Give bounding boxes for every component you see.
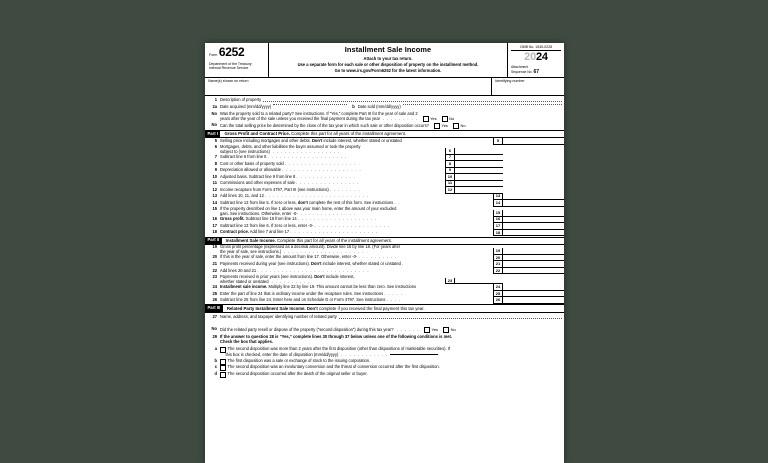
line-28-yes[interactable] — [424, 327, 438, 333]
identifying-number-field[interactable] — [492, 78, 564, 95]
part-1-lines — [205, 138, 564, 236]
line-2a-label: Date acquired (mm/dd/yyyy) — [220, 103, 272, 109]
line-18-number: 18 — [212, 229, 217, 235]
line-11-number: 11 — [212, 180, 217, 186]
part-1-title: Gross Profit and Contract Price. — [224, 131, 290, 137]
part-1-subtitle: Complete this part for all years of the installment agreement. — [291, 131, 407, 137]
line-26-number: 26 — [212, 297, 217, 303]
line-4-body — [220, 123, 564, 130]
line-25-number: 25 — [212, 290, 217, 296]
line-1-input[interactable] — [263, 97, 562, 102]
line-6-label-2: subject to (see instructions) — [220, 148, 270, 154]
line-23-body: Payments received in prior years (see instructions). Don’t include interest, whether stated or unstated . . . . . . . . . . — [220, 274, 445, 284]
line-3-yes[interactable] — [423, 116, 437, 122]
line-19-number: 19 — [212, 244, 217, 250]
line-28-yes-checkbox[interactable] — [424, 327, 430, 333]
line-4-no[interactable] — [453, 123, 466, 129]
part-2-tag: Part II — [205, 238, 222, 244]
line-26 — [205, 297, 564, 304]
line-5-body — [220, 138, 493, 143]
form-number: 6252 — [218, 45, 245, 59]
line-12-label: Income recapture from Form 4797, Part III (see instructions) — [220, 186, 329, 192]
part-2-subtitle: Complete this part for all years of the installment agreement. — [277, 238, 392, 244]
date-sold-input[interactable] — [403, 104, 562, 105]
line-22-amount — [493, 268, 564, 275]
line-16-box-number: 16 — [494, 217, 503, 224]
line-21-label: Payments received during year (see instructions). — [220, 260, 312, 266]
line-14-box-number: 14 — [494, 200, 503, 207]
omb-number: OMB No. 1545-0228 — [511, 45, 561, 51]
line-5-amount — [493, 138, 564, 145]
line-3-no-checkbox[interactable] — [442, 116, 448, 122]
form-subtitle-goto: Go to www.irs.gov/Form6252 for the latest information. — [334, 67, 442, 73]
part-3-title-block — [227, 306, 425, 311]
form-title-block — [269, 43, 508, 77]
line-4 — [205, 123, 564, 130]
form-page — [205, 43, 564, 463]
line-29-number: 29 — [212, 334, 217, 340]
attachment-label: Attachment — [511, 64, 529, 69]
line-2a-body — [220, 104, 564, 109]
line-6-box-number: 6 — [446, 148, 455, 155]
line-21-number: 21 — [212, 260, 217, 266]
line-3-label-2: years after the year of the sale unless you received the final payment during the tax year — [220, 115, 380, 121]
line-23 — [205, 274, 564, 284]
line-13-body: Add lines 10, 11, and 12 . . . . . . . . . . . . . . . . . . . . . . . . . . — [220, 193, 369, 199]
line-5-label-2: include interest, whether stated or unstated — [322, 137, 402, 143]
line-28-body: Did the related party resell or dispose of the property (“second disposition”) during this tax year? . . . . . . Yes No — [220, 326, 456, 332]
line-20-box-number: 20 — [494, 255, 503, 262]
part-3-subtitle: complete if you received the final payment this tax year. — [317, 306, 425, 311]
line-24-number: 24 — [212, 284, 217, 290]
option-d-letter: d — [214, 370, 217, 376]
line-6-body: Mortgages, debts, and other liabilities the buyer assumed or took the property subject to (see instructions) . . . . . . . . . . . . . . . . . — [220, 145, 445, 155]
line-18 — [205, 230, 564, 237]
line-22-box-number: 22 — [494, 268, 503, 275]
line-7-body: Subtract line 6 from line 5 . . . . . . . . . . . . . . . . . . . . — [220, 154, 348, 160]
line-5-emphasis: Don’t — [311, 137, 323, 143]
line-1 — [205, 97, 564, 102]
line-6 — [205, 145, 564, 155]
option-a — [205, 347, 564, 358]
top-lines-section — [205, 97, 564, 129]
line-23-label-a: Payments received in prior years (see instructions). — [220, 274, 315, 280]
form-subtitle-attach: Attach to your tax return. — [363, 55, 413, 61]
line-15-number: 15 — [212, 206, 217, 212]
form-identity-block — [205, 43, 269, 77]
line-27-label: Name, address, and taxpayer identifying number of related party — [220, 313, 337, 319]
line-3 — [205, 111, 564, 122]
line-5-box-number: 5 — [494, 138, 503, 145]
line-2b-number: b — [352, 103, 355, 109]
line-15 — [205, 207, 564, 217]
line-8-body: Cost or other basis of property sold . . . . . . . . . . . . . . . . . . — [220, 160, 357, 166]
line-28-number: No — [211, 326, 217, 332]
line-8-box-number: 8 — [446, 161, 455, 168]
part-3-emphasis: Don’t — [306, 306, 318, 311]
option-a-body: The second disposition was more than 2 years after the first disposition (other than dispositions of marketable securities). If this box is checked, enter the date of disposition (mm/dd/yyyy) . . . . . . . . . . . . — [220, 347, 564, 358]
option-a-label-2: this box is checked, enter the date of disposition (mm/dd/yyyy) — [225, 352, 339, 358]
line-9-body: Depreciation allowed or allowable . . . . . . . . . . . . . . . . . . . . — [220, 167, 362, 173]
line-28-no-checkbox[interactable] — [443, 327, 449, 333]
part-1-tag: Part I — [205, 131, 220, 137]
line-3-body: Was the property sold to a related party? See instructions. If “Yes,” complete Part III for the year of sale and 2 years after the year of the sale unless you received the final payment during the tax year . . . . . . . . . Yes No — [220, 111, 564, 122]
line-18-body: Contract price. Add line 7 and line 17 . . . . . . . . . . . . . . . . . . . . . . — [220, 229, 378, 235]
line-3-label: Was the property sold to a related party? See instructions. If “Yes,” complete Part III for the year of sale and 2 — [220, 110, 418, 116]
line-4-no-label: No — [460, 123, 466, 129]
line-11-box-number: 11 — [446, 181, 455, 188]
line-14-amount-input[interactable] — [503, 200, 564, 207]
line-1-label: Description of property — [220, 96, 262, 102]
line-26-body: Subtract line 25 from line 24. Enter here and on Schedule D or Form 4797. See instructions . . . . — [220, 297, 401, 303]
option-d — [205, 371, 564, 378]
line-19-label-2: the year of sale, see instructions.) — [220, 249, 282, 255]
line-8-number: 8 — [214, 160, 217, 166]
date-acquired-input[interactable] — [273, 104, 347, 105]
line-19-label: Gross profit percentage (expressed as a decimal amount). Divide line 16 by line 18. (For years after — [220, 244, 401, 250]
line-7-label: Subtract line 6 from line 5 — [220, 154, 267, 160]
line-7-number: 7 — [214, 154, 217, 160]
line-10-box-number: 10 — [446, 174, 455, 181]
line-4-yes-label: Yes — [441, 123, 448, 129]
line-24-label: Multiply line 22 by line 19. This amount cannot be less than zero. See instructions — [267, 284, 417, 290]
taxpayer-row — [205, 78, 564, 96]
line-21-body: Payments received during year (see instructions). Don’t include interest, whether stated or unstated . — [220, 260, 405, 266]
line-10-label: Adjusted basis. Subtract line 9 from line 8 — [220, 173, 296, 179]
line-21-label-2: include interest, whether stated or unstated — [321, 260, 401, 266]
line-23-label-2: whether stated or unstated — [220, 278, 269, 284]
line-6-label: Mortgages, debts, and other liabilities the buyer assumed or took the property — [220, 144, 361, 150]
line-14-number: 14 — [212, 199, 217, 205]
line-18-box-number: 18 — [494, 230, 503, 237]
line-1-number: 1 — [214, 96, 217, 102]
line-8-label: Cost or other basis of property sold — [220, 160, 284, 166]
tax-year — [511, 52, 561, 64]
line-29-label-2: Check the box that applies. — [220, 338, 274, 344]
line-23-box-number: 23 — [446, 278, 455, 285]
line-18-label: Add line 7 and line 17 — [248, 229, 290, 235]
line-6-number: 6 — [214, 144, 217, 150]
name-label: Name(s) shown on return — [208, 79, 249, 84]
form-title: Installment Sale Income — [344, 45, 432, 54]
part-3-tag: Part III — [205, 305, 223, 311]
line-17-label: Subtract line 13 from line 6. If zero or less, enter -0- — [220, 222, 314, 228]
line-13-box-number: 13 — [494, 194, 503, 201]
option-d-checkbox[interactable] — [220, 372, 226, 378]
line-2b-label: Date sold (mm/dd/yyyy) — [357, 103, 401, 109]
line-20-body: If this is the year of sale, enter the amount from line 17. Otherwise, enter -0- . . . . . . . . . . — [220, 254, 398, 260]
tax-year-suffix: 24 — [536, 51, 548, 64]
line-15-body: If the property described on line 1 above was your main home, enter the amount of your excluded gain. See instructions. Otherwise, enter -0- . . . . . . . . . . . . . . — [220, 207, 493, 217]
line-26-amount — [493, 297, 564, 304]
line-3-no[interactable] — [442, 116, 455, 122]
line-2a-number: 2a — [212, 103, 217, 109]
line-14-label: Subtract line 13 from line 5. If zero or less, — [220, 199, 298, 205]
line-20-label: If this is the year of sale, enter the amount from line 17. Otherwise, enter -0- — [220, 254, 358, 260]
line-23-number: 23 — [212, 274, 217, 280]
part-3-title: Related Party Installment Sale Income. — [226, 306, 306, 311]
line-11-label: Commissions and other expenses of sale — [220, 180, 295, 186]
line-23-emphasis: Don’t — [314, 274, 325, 280]
line-27 — [205, 314, 564, 319]
line-4-yes[interactable] — [434, 123, 448, 129]
line-27-input[interactable] — [339, 314, 562, 319]
form-number-block — [209, 46, 265, 58]
tax-year-prefix: 20 — [524, 51, 536, 64]
line-13-number: 13 — [212, 193, 217, 199]
line-25-body: Enter the part of line 24 that is ordinary income under the recapture rules. See instructions . . . . . — [220, 290, 403, 296]
line-24-box-number: 24 — [494, 284, 503, 291]
line-28-no[interactable] — [443, 327, 456, 333]
attachment-seq-label: Sequence No. — [511, 69, 533, 74]
line-4-number: No — [211, 122, 217, 128]
line-18-emphasis: Contract price. — [220, 229, 249, 235]
line-3-yes-checkbox[interactable] — [423, 116, 429, 122]
line-21-emphasis: Don’t — [311, 260, 322, 266]
line-1-body — [220, 97, 564, 102]
line-20-number: 20 — [212, 254, 217, 260]
line-15-box-number: 15 — [494, 210, 503, 217]
part-3-lines — [205, 314, 564, 378]
omb-block — [508, 43, 564, 77]
form-masthead — [205, 43, 564, 78]
line-27-body — [220, 314, 564, 319]
line-26-box-number: 26 — [494, 297, 503, 304]
line-26-amount-input[interactable] — [503, 297, 564, 304]
part-2-title-block — [226, 238, 392, 243]
option-a-label: The second disposition was more than 2 years after the first disposition (other than dispositions of marketable securities). If — [227, 346, 451, 352]
line-29 — [205, 335, 564, 345]
option-d-label: The second disposition occurred after the death of the original seller or buyer. — [227, 370, 368, 376]
part-3-header — [205, 304, 564, 312]
option-c-label: The second disposition was an involuntary conversion and the threat of conversion occurred after the first disposition. — [227, 364, 440, 370]
line-21-box-number: 21 — [494, 261, 503, 268]
attachment-seq-no: 67 — [533, 68, 540, 75]
option-d-body — [220, 371, 564, 378]
line-27-number: 27 — [212, 313, 217, 319]
line-28-yes-label: Yes — [431, 326, 439, 332]
line-17-body: Subtract line 13 from line 6. If zero or less, enter -0- . . . . . . . . . . . . . . . . . . . — [220, 222, 390, 228]
line-16-label: Subtract line 15 from line 14 — [244, 216, 297, 222]
line-12-box-number: 12 — [446, 187, 455, 194]
department-block — [209, 62, 265, 71]
line-9-number: 9 — [214, 167, 217, 173]
part-2-title: Installment Sale Income. — [225, 238, 276, 244]
line-19 — [205, 245, 564, 255]
line-25-box-number: 25 — [494, 291, 503, 298]
line-18-amount-input[interactable] — [503, 230, 564, 237]
form-subtitle-separate: Use a separate form for each sale or other disposition of property on the installment method. — [297, 61, 479, 67]
line-12-number: 12 — [212, 186, 217, 192]
option-a-letter: a — [214, 346, 217, 352]
line-10-number: 10 — [212, 173, 217, 179]
option-a-date-input[interactable] — [390, 354, 438, 355]
line-16-emphasis: Gross profit. — [220, 216, 245, 222]
line-28-no-label: No — [450, 326, 456, 332]
line-19-body: Gross profit percentage (expressed as a decimal amount). Divide line 16 by line 18. (For years after the year of sale, see instructions.) . . . . . . . . . . . . . . . . . . . . — [220, 245, 493, 255]
option-b-letter: b — [214, 357, 217, 363]
dept-line-2: Internal Revenue Service — [209, 66, 249, 71]
line-22-body: Add lines 20 and 21 . . . . . . . . . . . . . . . . . . . . . . . . . . . . — [220, 267, 370, 273]
line-16-body: Gross profit. Subtract line 15 from line 14 . . . . . . . . . . . . . . . . . . . . — [220, 216, 378, 222]
line-10-body: Adjusted basis. Subtract line 9 from line 8 . . . . . . . . . . . . . . . — [220, 173, 356, 179]
line-4-no-checkbox[interactable] — [453, 123, 459, 129]
line-14-label-2: complete the rest of this form. See instructions — [307, 199, 394, 205]
line-15-label-2: gain. See instructions. Otherwise, enter -0- — [220, 210, 298, 216]
line-3-no-label: No — [449, 116, 455, 122]
option-c-letter: c — [214, 364, 217, 370]
line-17-box-number: 17 — [494, 223, 503, 230]
line-18-amount — [493, 230, 564, 237]
form-label: Form — [209, 53, 218, 57]
line-9-box-number: 9 — [446, 168, 455, 175]
line-24-body — [220, 284, 493, 289]
line-23-label-b: include interest, — [324, 274, 355, 280]
line-29-body — [220, 335, 564, 345]
line-28 — [205, 327, 564, 334]
line-5-amount-input[interactable] — [503, 138, 564, 145]
line-22-label: Add lines 20 and 21 — [220, 267, 257, 273]
part-2-lines — [205, 245, 564, 304]
identifying-number-label: Identifying number — [495, 79, 525, 84]
line-22-amount-input[interactable] — [503, 268, 564, 275]
line-29-label: If the answer to question 28 is “Yes,” complete lines 30 through 37 below unless one of the following conditions is met. — [220, 334, 453, 340]
option-b-label: The first disposition was a sale or exchange of stock to the issuing corporation. — [227, 357, 371, 363]
line-19-box-number: 19 — [494, 248, 503, 255]
line-4-label: Can the total selling price be determined by the close of the tax year in which such sale or other disposition occurs? — [220, 122, 429, 128]
line-26-label: Subtract line 25 from line 24. Enter here and on Schedule D or Form 4797. See instructions — [220, 297, 386, 303]
line-16-number: 16 — [212, 216, 217, 222]
part-1-title-block — [224, 131, 406, 136]
line-14-emphasis: don’t — [297, 199, 308, 205]
line-11-body: Commissions and other expenses of sale . . . . . . . . . . . . . . . . — [220, 180, 360, 186]
line-3-yes-label: Yes — [430, 116, 437, 122]
line-24-emphasis: Installment sale income. — [220, 284, 268, 290]
line-5-number: 5 — [214, 137, 217, 143]
line-5-label: Selling price including mortgages and other debts. — [220, 137, 312, 143]
line-17-number: 17 — [212, 222, 217, 228]
dept-line-1: Department of the Treasury — [209, 61, 252, 66]
line-3-number: No — [211, 110, 217, 116]
name-field[interactable] — [205, 78, 492, 95]
line-2a — [205, 104, 564, 109]
line-28-label: Did the related party resell or dispose of the property (“second disposition”) during this tax year? — [220, 326, 394, 332]
line-25-label: Enter the part of line 24 that is ordinary income under the recapture rules. See instructions — [220, 290, 384, 296]
line-4-yes-checkbox[interactable] — [434, 123, 440, 129]
line-9-label: Depreciation allowed or allowable — [220, 167, 281, 173]
line-12-body: Income recapture from Form 4797, Part III (see instructions) . . . . . . . . — [220, 186, 361, 192]
line-7-box-number: 7 — [446, 155, 455, 162]
line-13-label: Add lines 10, 11, and 12 — [220, 193, 264, 199]
line-15-label: If the property described on line 1 above was your main home, enter the amount of your excluded — [220, 206, 397, 212]
attachment-block — [511, 65, 561, 76]
line-22-number: 22 — [212, 267, 217, 273]
line-14-amount — [493, 200, 564, 207]
line-14-body: Subtract line 13 from line 5. If zero or less, don’t complete the rest of this form. See instructions . . — [220, 199, 401, 205]
